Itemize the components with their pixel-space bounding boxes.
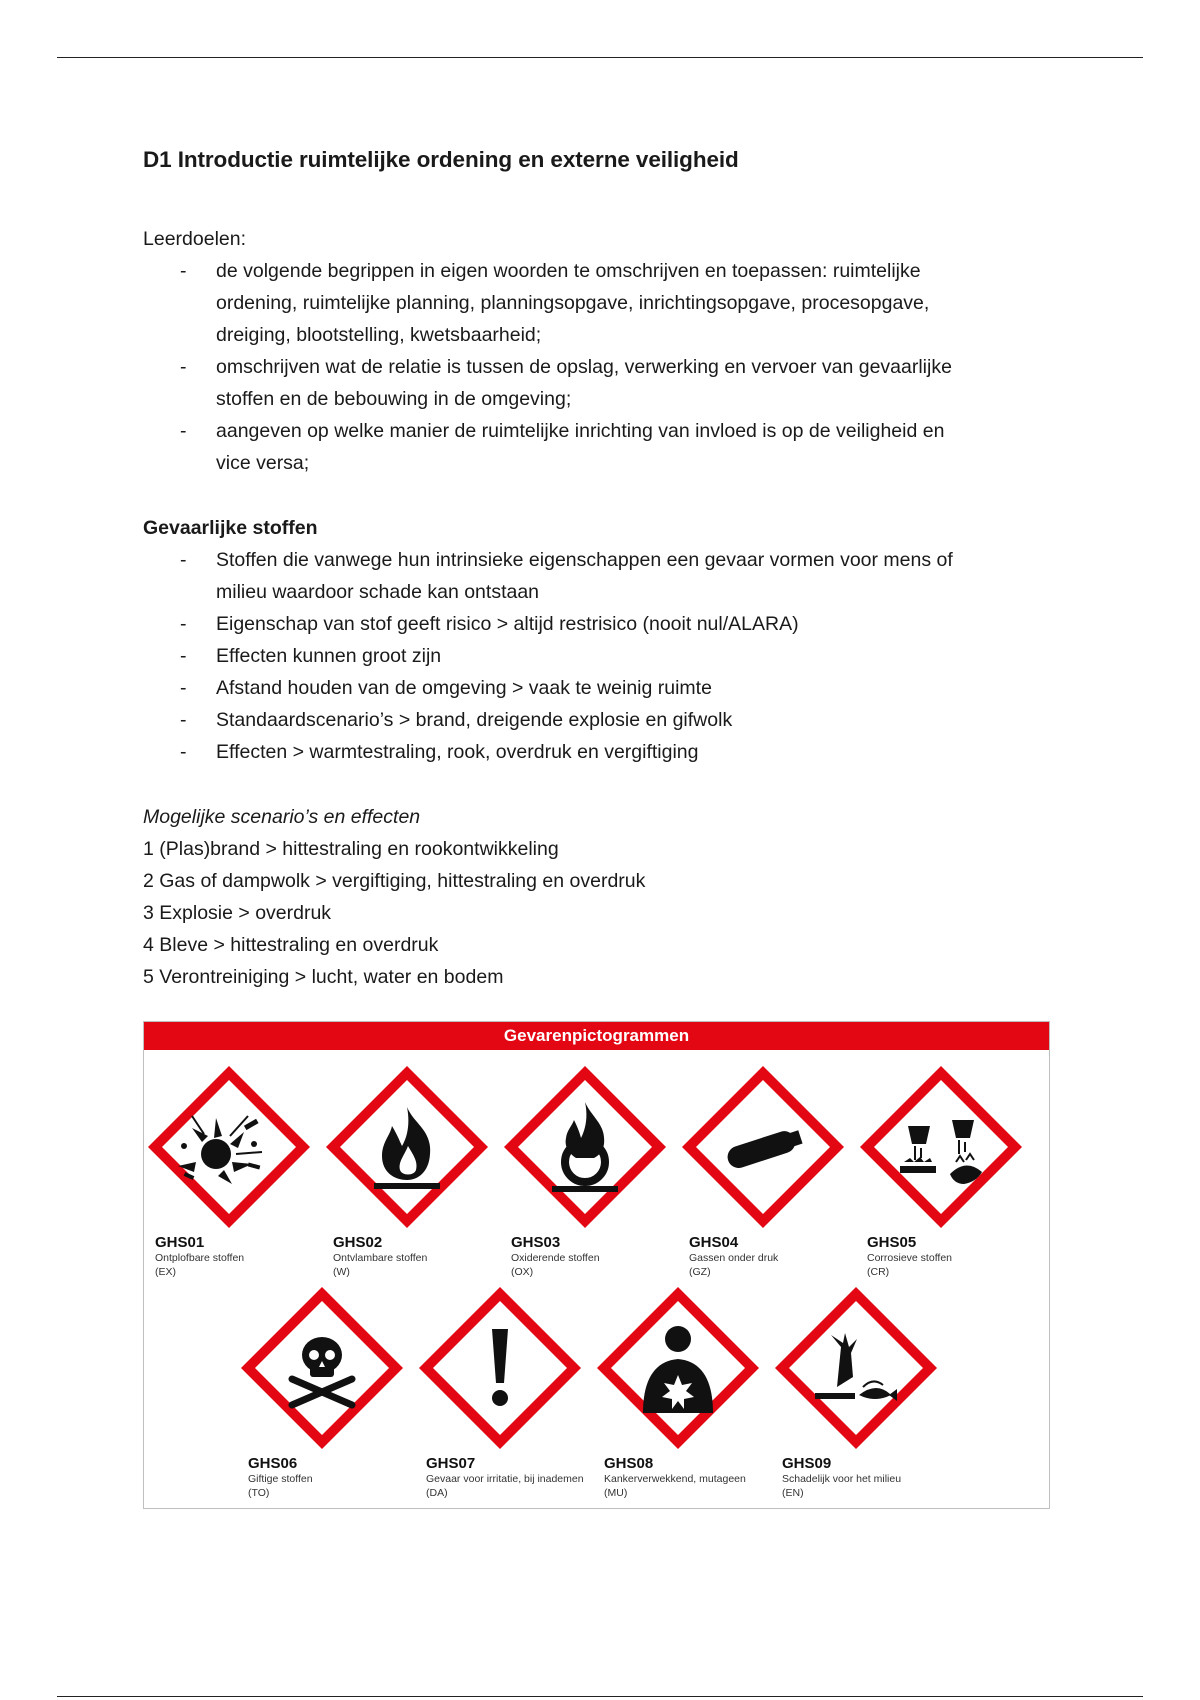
pictogram-abbreviation: (TO) bbox=[248, 1487, 270, 1499]
learning-goals-list bbox=[143, 255, 1063, 479]
pictogram-description: Ontvlambare stoffen bbox=[333, 1252, 428, 1264]
pictogram-ghs03 bbox=[500, 1062, 670, 1279]
list-item-line: Effecten kunnen groot zijn bbox=[216, 645, 442, 667]
scenario-line: 2 Gas of dampwolk > vergiftiging, hittestraling en overdruk bbox=[143, 870, 646, 892]
list-item-line: ordening, ruimtelijke planning, planningsopgave, inrichtingsopgave, procesopgave, bbox=[216, 292, 930, 314]
list-item bbox=[143, 544, 1063, 608]
learning-goals-heading: Leerdoelen: bbox=[143, 228, 247, 250]
list-item bbox=[143, 351, 1063, 415]
document-body bbox=[143, 143, 1063, 993]
scenario-line: 4 Bleve > hittestraling en overdruk bbox=[143, 934, 439, 956]
pictogram-description: Schadelijk voor het milieu bbox=[782, 1473, 902, 1485]
list-item-line: Afstand houden van de omgeving > vaak te weinig ruimte bbox=[216, 677, 712, 699]
pictogram-description: Kankerverwekkend, mutageen bbox=[604, 1473, 746, 1485]
list-item-line: Effecten > warmtestraling, rook, overdruk en vergiftiging bbox=[216, 741, 699, 763]
scenarios-list bbox=[143, 833, 1063, 993]
list-item-line: omschrijven wat de relatie is tussen de opslag, verwerking en vervoer van gevaarlijke bbox=[216, 356, 952, 378]
pictogram-abbreviation: (EX) bbox=[155, 1266, 176, 1278]
dash-bullet: - bbox=[180, 260, 187, 282]
exploding-bomb-icon bbox=[144, 1062, 314, 1232]
list-item-line: vice versa; bbox=[216, 452, 310, 474]
list-item-line: milieu waardoor schade kan ontstaan bbox=[216, 581, 540, 603]
list-item-line: stoffen en de bebouwing in de omgeving; bbox=[216, 388, 572, 410]
pictogram-code: GHS03 bbox=[511, 1234, 561, 1251]
dash-bullet: - bbox=[180, 420, 187, 442]
dash-bullet: - bbox=[180, 677, 187, 699]
pictogram-code: GHS04 bbox=[689, 1234, 739, 1251]
hazard-pictograms-figure bbox=[143, 1021, 1050, 1509]
pictogram-abbreviation: (GZ) bbox=[689, 1266, 711, 1278]
pictogram-ghs02 bbox=[322, 1062, 492, 1279]
pictogram-abbreviation: (EN) bbox=[782, 1487, 804, 1499]
corrosion-icon bbox=[856, 1062, 1026, 1232]
pictogram-abbreviation: (W) bbox=[333, 1266, 350, 1278]
pictogram-abbreviation: (DA) bbox=[426, 1487, 448, 1499]
hazardous-substances-list bbox=[143, 544, 1063, 768]
pictogram-description: Oxiderende stoffen bbox=[511, 1252, 600, 1264]
pictogram-description: Gevaar voor irritatie, bij inademen bbox=[426, 1473, 584, 1485]
dash-bullet: - bbox=[180, 645, 187, 667]
list-item bbox=[143, 255, 1063, 351]
list-item bbox=[143, 640, 1063, 672]
page-title: D1 Introductie ruimtelijke ordening en externe veiligheid bbox=[143, 147, 739, 172]
pictogram-ghs04 bbox=[678, 1062, 848, 1279]
list-item bbox=[143, 736, 1063, 768]
pictogram-code: GHS09 bbox=[782, 1455, 832, 1472]
dash-bullet: - bbox=[180, 356, 187, 378]
pictogram-ghs07 bbox=[415, 1283, 585, 1500]
pictogram-ghs09 bbox=[771, 1283, 941, 1500]
pictogram-description: Gassen onder druk bbox=[689, 1252, 779, 1264]
pictogram-code: GHS08 bbox=[604, 1455, 654, 1472]
exclamation-mark-icon bbox=[415, 1283, 585, 1453]
pictogram-ghs01 bbox=[144, 1062, 314, 1279]
list-item bbox=[143, 608, 1063, 640]
dash-bullet: - bbox=[180, 741, 187, 763]
pictogram-ghs05 bbox=[856, 1062, 1026, 1279]
dash-bullet: - bbox=[180, 549, 187, 571]
list-item-line: dreiging, blootstelling, kwetsbaarheid; bbox=[216, 324, 542, 346]
list-item-line: de volgende begrippen in eigen woorden te omschrijven en toepassen: ruimtelijke bbox=[216, 260, 921, 282]
list-item bbox=[143, 672, 1063, 704]
dash-bullet: - bbox=[180, 613, 187, 635]
pictogram-code: GHS02 bbox=[333, 1234, 383, 1251]
pictogram-description: Corrosieve stoffen bbox=[867, 1252, 953, 1264]
skull-crossbones-icon bbox=[237, 1283, 407, 1453]
pictogram-ghs06 bbox=[237, 1283, 407, 1500]
pictogram-code: GHS05 bbox=[867, 1234, 917, 1251]
health-hazard-icon bbox=[593, 1283, 763, 1453]
pictogram-code: GHS07 bbox=[426, 1455, 476, 1472]
list-item-line: Eigenschap van stof geeft risico > altijd restrisico (nooit nul/ALARA) bbox=[216, 613, 799, 635]
pictogram-description: Ontplofbare stoffen bbox=[155, 1252, 245, 1264]
list-item bbox=[143, 704, 1063, 736]
list-item bbox=[143, 415, 1063, 479]
list-item-line: Stoffen die vanwege hun intrinsieke eigenschappen een gevaar vormen voor mens of bbox=[216, 549, 953, 571]
header-rule bbox=[57, 57, 1143, 58]
dash-bullet: - bbox=[180, 709, 187, 731]
list-item-line: aangeven op welke manier de ruimtelijke inrichting van invloed is op de veiligheid en bbox=[216, 420, 945, 442]
footer-rule bbox=[57, 1696, 1143, 1697]
figure-header: Gevarenpictogrammen bbox=[144, 1022, 1049, 1050]
list-item-line: Standaardscenario’s > brand, dreigende explosie en gifwolk bbox=[216, 709, 733, 731]
pictogram-abbreviation: (CR) bbox=[867, 1266, 890, 1278]
scenario-line: 3 Explosie > overdruk bbox=[143, 902, 332, 924]
pictogram-code: GHS06 bbox=[248, 1455, 298, 1472]
scenario-line: 1 (Plas)brand > hittestraling en rookontwikkeling bbox=[143, 838, 559, 860]
hazardous-substances-heading: Gevaarlijke stoffen bbox=[143, 517, 318, 539]
flame-over-circle-icon bbox=[500, 1062, 670, 1232]
scenario-line: 5 Verontreiniging > lucht, water en bodem bbox=[143, 966, 504, 988]
scenarios-heading: Mogelijke scenario’s en effecten bbox=[143, 806, 421, 828]
environment-icon bbox=[771, 1283, 941, 1453]
pictogram-description: Giftige stoffen bbox=[248, 1473, 313, 1485]
gas-cylinder-icon bbox=[678, 1062, 848, 1232]
pictogram-abbreviation: (MU) bbox=[604, 1487, 628, 1499]
flame-icon bbox=[322, 1062, 492, 1232]
pictogram-ghs08 bbox=[593, 1283, 763, 1500]
pictogram-code: GHS01 bbox=[155, 1234, 205, 1251]
pictogram-abbreviation: (OX) bbox=[511, 1266, 534, 1278]
